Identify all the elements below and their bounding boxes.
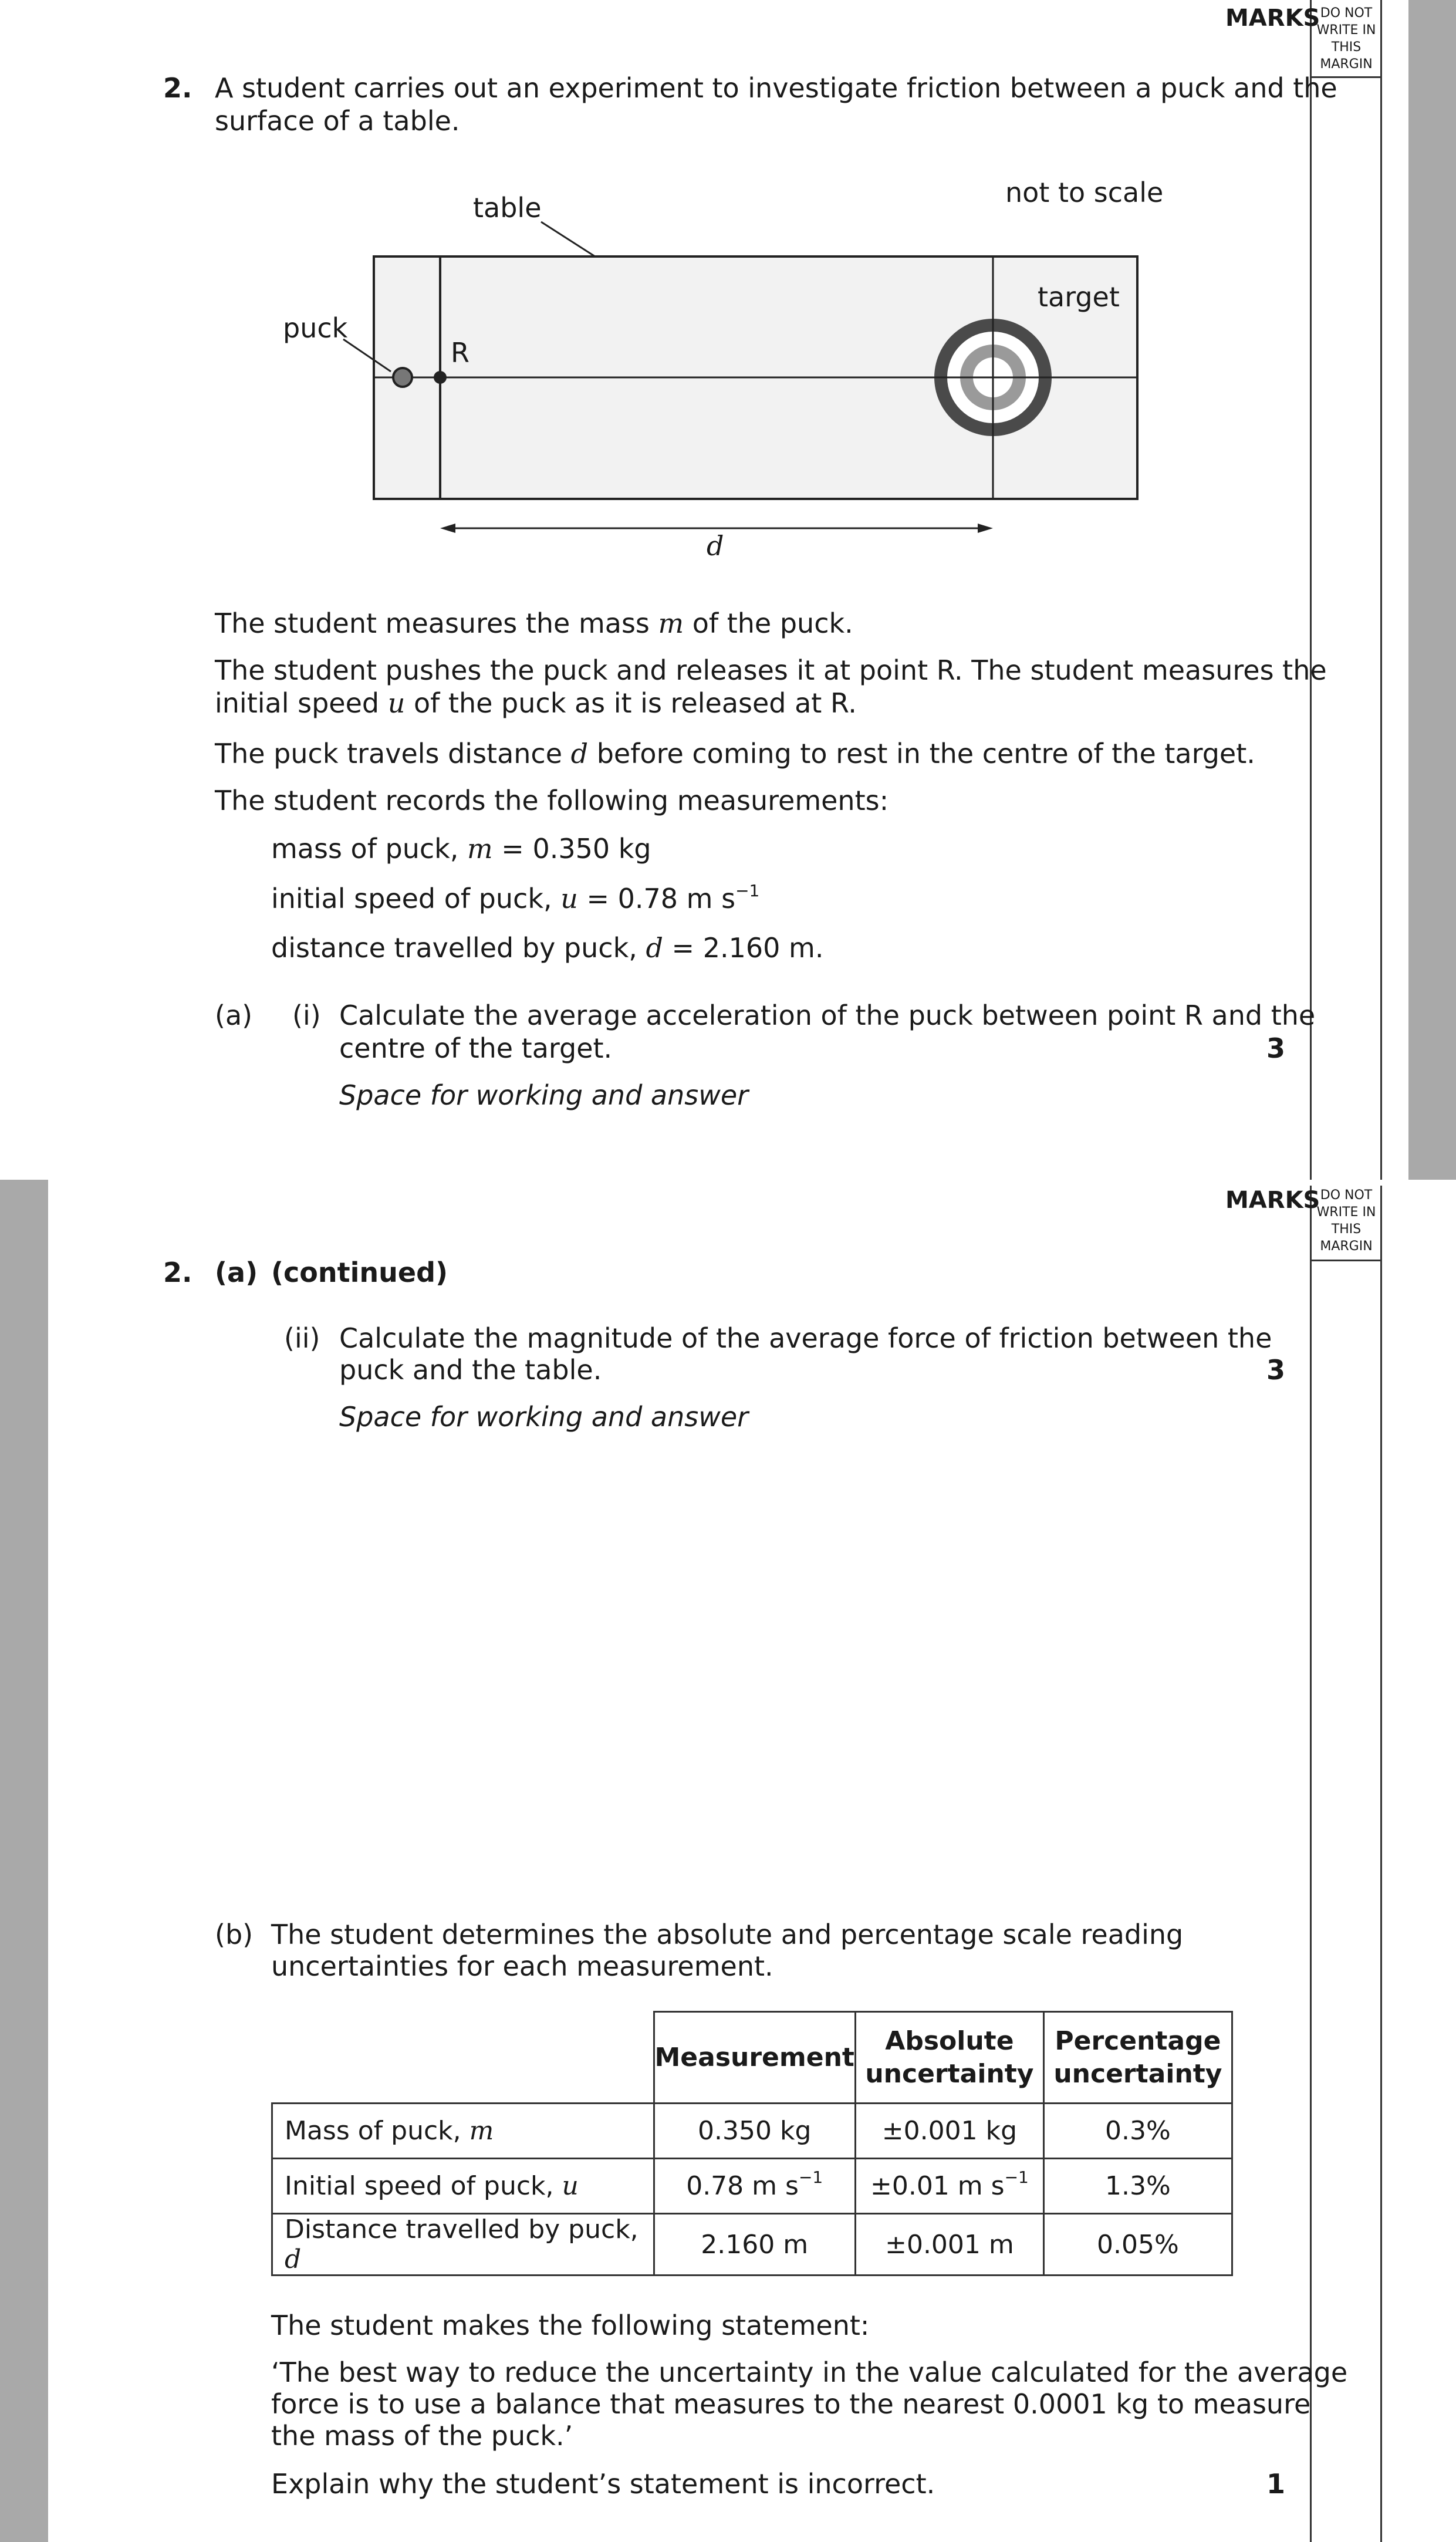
question-number: 2. [163, 1257, 192, 1288]
cell-percentage [1043, 2214, 1232, 2276]
text: 0.350 kg [698, 2116, 812, 2146]
text: 0.78 m s [686, 2171, 799, 2201]
do-not-write-line: THIS [1331, 1222, 1362, 1237]
text: Initial speed of puck, [285, 2171, 562, 2201]
value: 0.350 kg [532, 833, 651, 865]
var-u: u [562, 2171, 579, 2201]
part-b-label: (b) [215, 1919, 254, 1950]
header-text: Absolute [885, 2026, 1014, 2056]
text: The student measures the mass [215, 607, 658, 639]
do-not-write-line: WRITE IN [1316, 1205, 1376, 1220]
margin-line-1 [1310, 1186, 1312, 2542]
part-a-heading: (a) [215, 1257, 258, 1288]
marks-label: MARKS [1225, 5, 1320, 32]
part-ii-question: puck and the table. [339, 1354, 602, 1386]
text: mass of puck, [271, 833, 468, 865]
var-d: d [570, 738, 589, 769]
part-ii-question: Calculate the magnitude of the average force of friction between the [339, 1322, 1272, 1354]
marks-value: 1 [1266, 2468, 1286, 2500]
header-text: uncertainty [1053, 2058, 1222, 2089]
header-text: uncertainty [865, 2058, 1034, 2089]
cell-measurement [654, 2104, 855, 2159]
text: before coming to rest in the centre of the target. [588, 738, 1255, 769]
label-target: target [1038, 281, 1120, 313]
text: of the puck. [684, 607, 853, 639]
measurement-distance [271, 931, 823, 964]
marks-value: 3 [1266, 1354, 1286, 1386]
measurement-mass [271, 832, 651, 865]
cell-absolute [855, 2214, 1043, 2276]
text: The puck travels distance [215, 738, 571, 769]
text: Mass of puck, [285, 2116, 469, 2146]
cell-percentage [1043, 2104, 1232, 2159]
var-m: m [658, 607, 684, 639]
do-not-write-line: DO NOT [1320, 6, 1373, 21]
cell-measurement [654, 2214, 855, 2276]
part-i-question: Calculate the average acceleration of the puck between point R and the [339, 1000, 1316, 1031]
text: ±0.001 m [885, 2229, 1014, 2260]
statement-intro: The student makes the following statement: [271, 2310, 870, 2341]
stem-paragraph [215, 607, 853, 640]
text: Distance travelled by puck, [285, 2214, 639, 2244]
margin-line-2 [1380, 0, 1382, 1180]
label-puck: puck [283, 312, 348, 344]
text: = [663, 932, 703, 964]
do-not-write-line: MARGIN [1320, 57, 1373, 72]
part-a-label: (a) [215, 1000, 253, 1031]
student-quote: force is to use a balance that measures to the nearest 0.0001 kg to measure [271, 2388, 1311, 2420]
do-not-write-line: WRITE IN [1316, 23, 1376, 38]
stem-paragraph [215, 687, 857, 720]
target-icon [934, 319, 1052, 436]
header-text: Percentage [1055, 2026, 1221, 2056]
part-i-question: centre of the target. [339, 1032, 613, 1064]
part-b-question: The student determines the absolute and percentage scale reading [271, 1919, 1184, 1950]
intro-line: surface of a table. [215, 105, 460, 137]
text: 1.3% [1105, 2171, 1171, 2201]
puck-icon [393, 368, 412, 387]
marks-value: 3 [1266, 1032, 1286, 1064]
space-for-working: Space for working and answer [339, 1401, 749, 1433]
var-m: m [469, 2116, 494, 2146]
text: 0.3% [1105, 2116, 1171, 2146]
var-d: d [646, 932, 663, 964]
label-not-to-scale: not to scale [1005, 177, 1164, 208]
point-r-dot [434, 371, 447, 384]
margin-line-2 [1380, 1186, 1382, 2542]
text: ±0.001 kg [881, 2116, 1018, 2146]
do-not-write-line: MARGIN [1320, 1239, 1373, 1254]
stem-paragraph: The student pushes the puck and releases it at point R. The student measures the [215, 654, 1327, 686]
value: 0.78 m s [617, 883, 736, 914]
question-number: 2. [163, 72, 192, 104]
continued-heading: (continued) [271, 1257, 448, 1288]
header-measurement [654, 2012, 855, 2104]
part-b-question: uncertainties for each measurement. [271, 1950, 773, 1982]
text: initial speed [215, 687, 388, 719]
table-row [272, 2214, 1232, 2276]
table-leader [541, 222, 595, 256]
text: 2.160 m [701, 2229, 809, 2260]
table-row [272, 2104, 1232, 2159]
text: of the puck as it is released at R. [405, 687, 857, 719]
exponent: −1 [1004, 2168, 1029, 2187]
marks-label: MARKS [1225, 1187, 1320, 1214]
cell-measurement [654, 2159, 855, 2214]
space-for-working: Space for working and answer [339, 1079, 749, 1111]
table-header-row [272, 2012, 1232, 2104]
exponent: −1 [735, 880, 760, 900]
student-quote: the mass of the puck.’ [271, 2420, 573, 2452]
do-not-write-line: THIS [1331, 40, 1362, 55]
label-r: R [451, 337, 469, 369]
text: = [577, 883, 618, 914]
row-label [272, 2104, 654, 2159]
var-u: u [387, 687, 406, 719]
do-not-write-line: DO NOT [1320, 1188, 1373, 1203]
page2-left-grey-margin [0, 1180, 48, 2542]
table-row [272, 2159, 1232, 2214]
label-table: table [473, 192, 542, 224]
var-m: m [467, 833, 493, 865]
part-i-label: (i) [292, 1000, 321, 1031]
value: 2.160 m. [702, 932, 824, 964]
do-not-write-note [1311, 5, 1381, 73]
student-quote: ‘The best way to reduce the uncertainty in the value calculated for the average [271, 2357, 1348, 2388]
row-label [272, 2159, 654, 2214]
exponent: −1 [798, 2168, 823, 2187]
stem-paragraph [215, 737, 1255, 770]
header-text: Measurement [654, 2043, 854, 2072]
part-ii-label: (ii) [284, 1322, 320, 1354]
text: ±0.01 m s [870, 2171, 1005, 2201]
label-d: d [707, 530, 724, 562]
text: = [492, 833, 533, 865]
uncertainty-table [271, 2011, 1233, 2276]
header-absolute [855, 2012, 1043, 2104]
text: initial speed of puck, [271, 883, 561, 914]
measurement-speed [271, 882, 759, 915]
intro-line: A student carries out an experiment to investigate friction between a puck and the [215, 72, 1337, 104]
cell-percentage [1043, 2159, 1232, 2214]
cell-absolute [855, 2159, 1043, 2214]
stem-paragraph: The student records the following measurements: [215, 785, 889, 816]
var-d: d [285, 2244, 302, 2274]
page1-right-grey-margin [1408, 0, 1456, 1180]
cell-absolute [855, 2104, 1043, 2159]
text: distance travelled by puck, [271, 932, 646, 964]
margin-header-rule [1310, 1260, 1382, 1261]
do-not-write-note [1311, 1187, 1381, 1255]
explain-question: Explain why the student’s statement is incorrect. [271, 2468, 935, 2500]
table-corner [272, 2012, 654, 2104]
var-u: u [560, 883, 578, 914]
friction-diagram [252, 164, 1191, 575]
header-percentage [1043, 2012, 1232, 2104]
text: 0.05% [1097, 2229, 1179, 2260]
row-label [272, 2214, 654, 2276]
